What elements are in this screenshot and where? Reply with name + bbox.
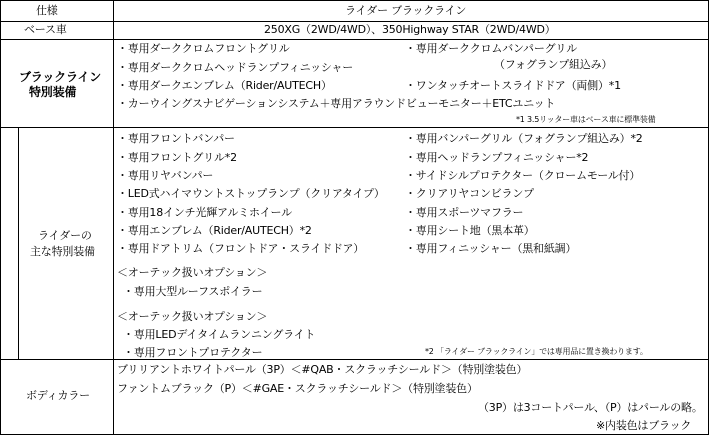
list-item: ・専用ダーククロムバンパーグリル xyxy=(405,42,578,55)
list-item: ・専用フロントプロテクター xyxy=(123,346,263,359)
base-car-label: ベース車 xyxy=(24,23,67,36)
rider-label: ライダーの xyxy=(38,229,92,242)
rule xyxy=(0,21,709,22)
option-title: ＜オーテック扱いオプション＞ xyxy=(117,310,268,323)
list-item: ・専用スポーツマフラー xyxy=(405,206,524,219)
rule xyxy=(18,127,19,359)
footnote-1: *1 3.5リッター車はベース車に標準装備 xyxy=(516,115,656,124)
list-item: ・専用リヤバンパー xyxy=(117,169,214,182)
header-spec-label: 仕様 xyxy=(36,4,58,17)
black-line-label-sub: 特別装備 xyxy=(29,85,77,99)
list-item: ・専用フロントバンパー xyxy=(117,132,235,145)
rule xyxy=(0,39,709,40)
black-line-label: ブラックライン xyxy=(19,70,102,84)
rule xyxy=(0,127,709,128)
rider-label-sub: 主な特別装備 xyxy=(30,245,95,258)
list-item: ・専用LEDデイタイムランニングライト xyxy=(123,328,316,341)
list-item: ・専用ヘッドランプフィニッシャー*2 xyxy=(405,151,589,164)
rule xyxy=(0,0,1,435)
rule xyxy=(0,0,709,1)
list-item: ・専用フィニッシャー（黒和紙調） xyxy=(405,242,577,255)
list-item: ・LED式ハイマウントストップランプ（クリアタイプ） xyxy=(117,187,385,200)
color-item: ファントムブラック（P）＜#GAE・スクラッチシールド＞（特別塗装色） xyxy=(117,382,478,395)
list-item: ・カーウイングスナビゲーションシステム＋専用アラウンドビューモニター＋ETCユニット xyxy=(117,97,556,110)
list-item: ・専用ダーククロムヘッドランプフィニッシャー xyxy=(117,61,354,74)
body-color-label: ボディカラー xyxy=(26,389,90,402)
rule xyxy=(113,0,114,435)
list-item: ・専用ダーククロムフロントグリル xyxy=(117,42,290,55)
list-item: ・クリアリヤコンビランプ xyxy=(405,187,534,200)
footnote-2: *2 「ライダー ブラックライン」では専用品に置き換わります。 xyxy=(425,347,648,356)
list-item: ・専用フロントグリル*2 xyxy=(117,151,237,164)
color-item: ブリリアントホワイトパール（3P）＜#QAB・スクラッチシールド＞（特別塗装色） xyxy=(117,363,528,376)
option-title: ＜オーテック扱いオプション＞ xyxy=(117,266,268,279)
list-item: ・専用大型ルーフスポイラー xyxy=(123,285,263,298)
color-note: （3P）は3コートパール、（P）はパールの略。 xyxy=(478,401,703,414)
list-item: （フォグランプ組込み） xyxy=(494,58,613,71)
list-item: ・専用エンブレム（Rider/AUTECH）*2 xyxy=(117,224,312,237)
list-item: ・専用ドアトリム（フロントドア・スライドドア） xyxy=(117,242,365,255)
list-item: ・専用シート地（黒本革） xyxy=(405,224,535,237)
rule xyxy=(0,359,709,360)
header-model-label: ライダー ブラックライン xyxy=(345,4,467,17)
list-item: ・サイドシルプロテクター（クロームモール付） xyxy=(405,169,641,182)
list-item: ・専用18インチ光輝アルミホイール xyxy=(117,206,292,219)
base-car-value: 250XG（2WD/4WD）、350Highway STAR（2WD/4WD） xyxy=(264,23,556,36)
interior-note: ※内装色はブラック xyxy=(596,419,692,432)
list-item: ・専用ダークエンブレム（Rider/AUTECH） xyxy=(117,79,332,92)
list-item: ・専用バンパーグリル（フォグランプ組込み）*2 xyxy=(405,132,643,145)
list-item: ・ワンタッチオートスライドドア（両側）*1 xyxy=(405,79,621,92)
